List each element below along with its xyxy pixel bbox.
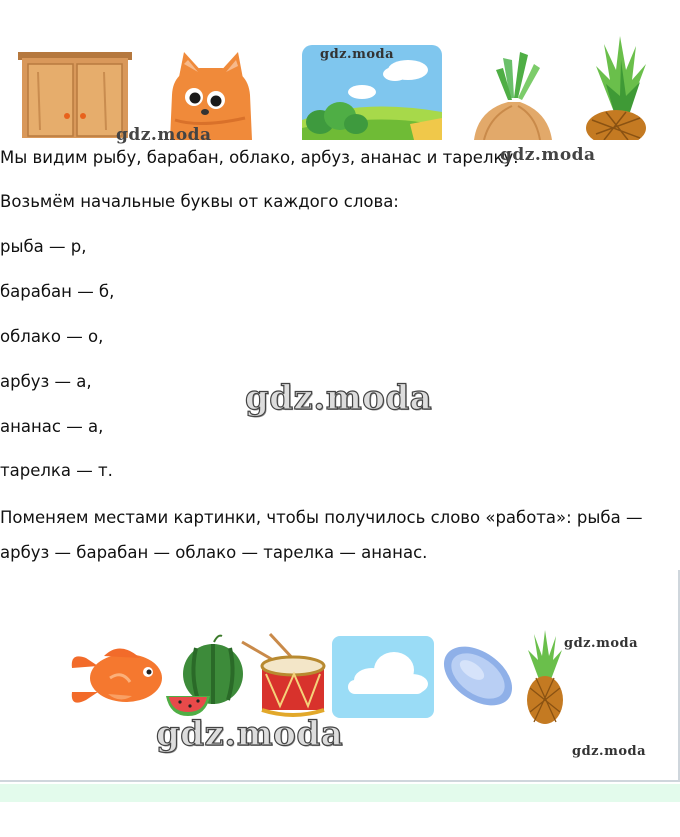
text-line: ананас — а,	[0, 417, 104, 436]
text-line: Поменяем местами картинки, чтобы получилось слово «работа»: рыба —	[0, 508, 643, 527]
cloud-icon	[332, 636, 434, 718]
watermark-large: gdz.moda	[156, 714, 344, 754]
plate-icon	[433, 635, 523, 718]
watermark-label: gdz.moda	[572, 744, 647, 759]
watermark-label: gdz.moda	[500, 145, 596, 165]
answer-picture-panel	[0, 570, 680, 782]
watermark-large: gdz.moda	[245, 378, 433, 418]
watermark-label: gdz.moda	[116, 125, 212, 145]
text-line: рыба — р,	[0, 237, 87, 256]
text-line: Возьмём начальные буквы от каждого слова:	[0, 192, 399, 211]
pineapple-icon	[586, 36, 646, 140]
footer-bar	[0, 784, 680, 802]
top-picture-strip	[0, 0, 680, 140]
onion-icon	[474, 52, 552, 140]
watermark-label: gdz.moda	[320, 47, 395, 62]
drum-icon	[242, 634, 324, 715]
fish-icon	[72, 648, 162, 702]
text-line: облако — о,	[0, 327, 104, 346]
text-line: тарелка — т.	[0, 461, 113, 480]
text-line: арбуз — барабан — облако — тарелка — ананас.	[0, 543, 428, 562]
wardrobe-icon	[18, 52, 132, 138]
text-line: Мы видим рыбу, барабан, облако, арбуз, ананас и тарелку.	[0, 148, 519, 167]
text-line: арбуз — а,	[0, 372, 92, 391]
text-line: барабан — б,	[0, 282, 115, 301]
watermark-label: gdz.moda	[564, 636, 639, 651]
pineapple-icon	[527, 630, 563, 724]
watermelon-icon	[166, 636, 243, 716]
